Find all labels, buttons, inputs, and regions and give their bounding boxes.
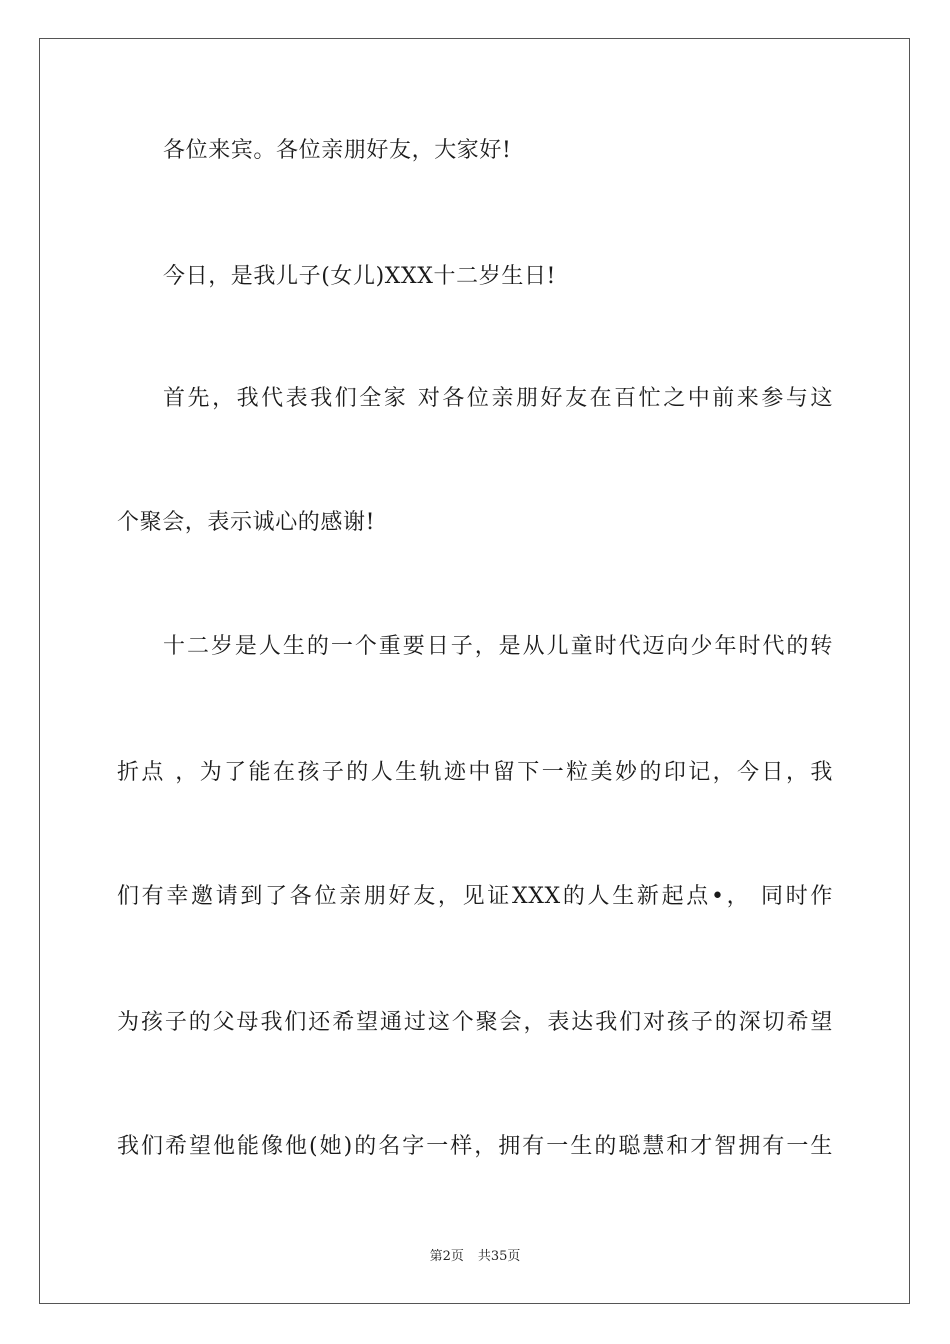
paragraph-line: 为孩子的父母我们还希望通过这个聚会，表达我们对孩子的深切希望 [117,1010,833,1035]
paragraph-line: 首先，我代表我们全家 对各位亲朋好友在百忙之中前来参与这 [163,386,833,411]
paragraph-line: 我们希望他能像他(她)的名字一样，拥有一生的聪慧和才智拥有一生 [117,1134,833,1159]
paragraph-line: 们有幸邀请到了各位亲朋好友，见证XXX的人生新起点•， 同时作 [117,884,833,909]
page-number: 第2页 [429,1249,464,1264]
paragraph-line: 折点 ，为了能在孩子的人生轨迹中留下一粒美妙的印记，今日，我 [117,760,833,785]
page-border [39,38,910,1304]
paragraph-line: 各位来宾。各位亲朋好友，大家好! [163,138,512,163]
paragraph-line: 今日，是我儿子(女儿)XXX十二岁生日! [163,264,556,289]
page-footer [0,1248,950,1266]
paragraph-line: 个聚会，表示诚心的感谢! [117,510,376,535]
page-total: 共35页 [477,1249,521,1264]
paragraph-line: 十二岁是人生的一个重要日子，是从儿童时代迈向少年时代的转 [163,634,833,659]
